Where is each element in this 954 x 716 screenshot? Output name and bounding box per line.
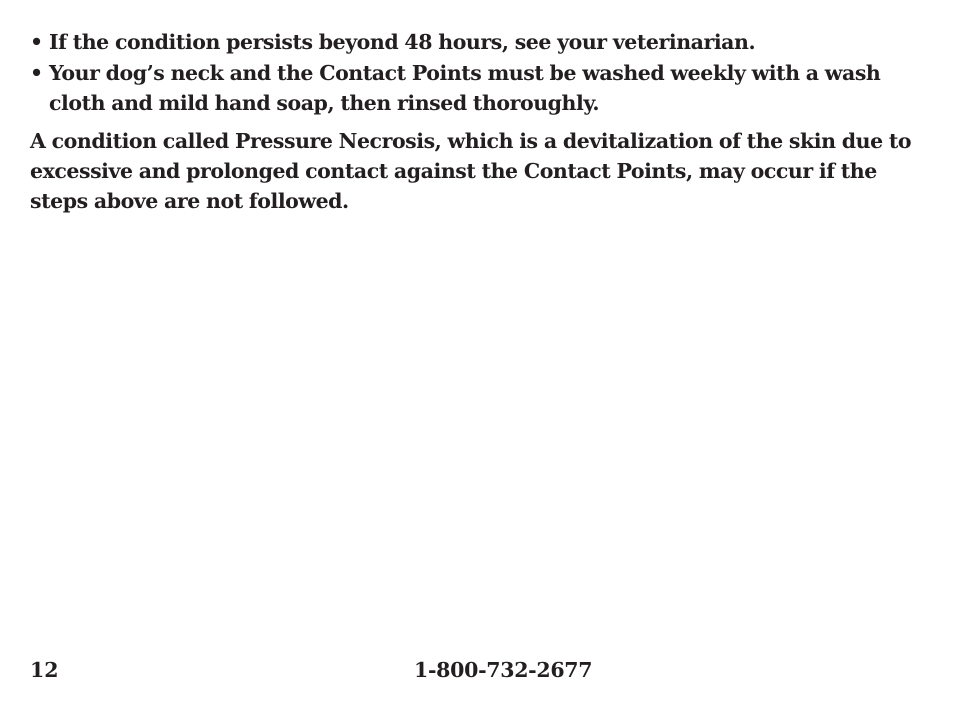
page-content: [30, 27, 935, 216]
list-item: [30, 58, 935, 119]
bullet-icon: •: [30, 60, 43, 85]
care-instructions-list: [30, 27, 935, 119]
bullet-icon: •: [30, 30, 43, 54]
pressure-necrosis-warning: A condition called Pressure Necrosis, which is a devitalization of the skin due to excessive and prolonged contact against the Contact Points, may occur if the steps above are not followed.: [30, 128, 912, 213]
phone-number: 1-800-732-2677: [414, 658, 593, 682]
bullet-text: Your dog’s neck and the Contact Points must be washed weekly with a wash cloth and mild hand soap, then rinsed thoroughly.: [49, 60, 881, 115]
bullet-text: If the condition persists beyond 48 hours, see your veterinarian.: [49, 30, 756, 54]
list-item: [30, 27, 935, 58]
page-number: 12: [30, 658, 59, 682]
